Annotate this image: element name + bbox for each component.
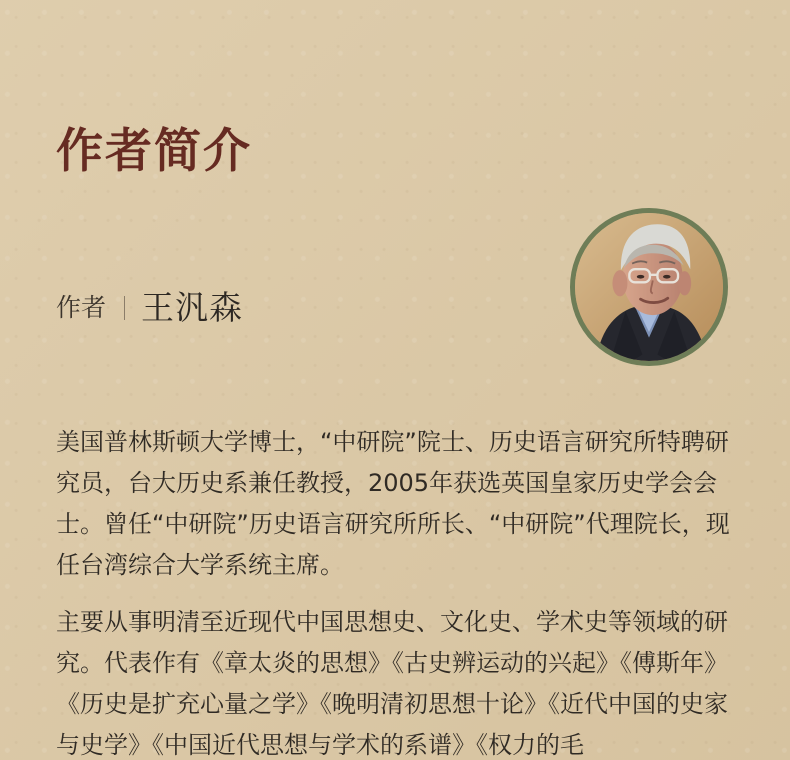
- author-bio: [56, 422, 736, 760]
- portrait-photo-icon: [575, 213, 723, 361]
- author-label: 作者: [56, 293, 107, 322]
- author-divider: [124, 296, 125, 320]
- author-line: [56, 288, 243, 328]
- author-name: 王汎森: [141, 288, 244, 327]
- section-title: 作者简介: [56, 124, 252, 179]
- bio-paragraph-1: 美国普林斯顿大学博士，“中研院”院士、历史语言研究所特聘研究员，台大历史系兼任教授，2005年获选英国皇家历史学会会士。曾任“中研院”历史语言研究所所长、“中研院”代理院长，现任台湾综合大学系统主席。: [56, 428, 730, 579]
- author-portrait: [570, 208, 728, 366]
- bio-paragraph-2: 主要从事明清至近现代中国思想史、文化史、学术史等领域的研究。代表作有《章太炎的思想》《古史辨运动的兴起》《傅斯年》《历史是扩充心量之学》《晚明清初思想十论》《近代中国的史家与史学》《中国近代思想与学术的系谱》《权力的毛: [56, 608, 728, 759]
